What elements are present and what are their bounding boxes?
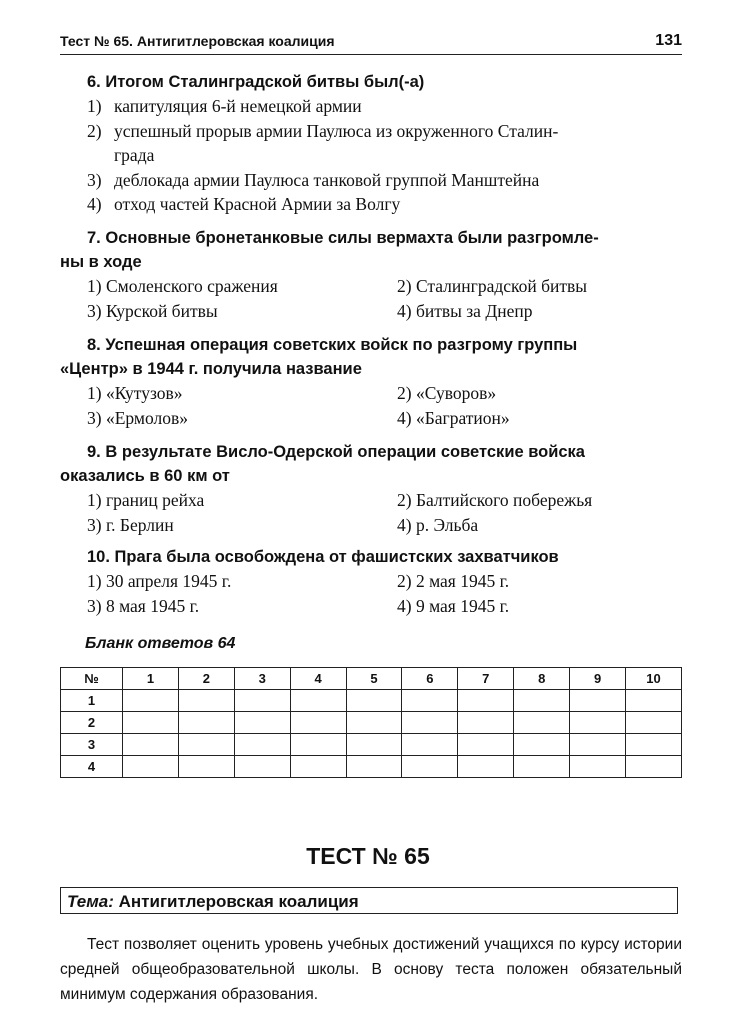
table-row — [61, 712, 682, 734]
question-number: 10. — [87, 548, 110, 566]
column-header: 10 — [626, 668, 682, 690]
answer-cell[interactable] — [570, 690, 626, 712]
option: 1) Смоленского сражения — [87, 276, 278, 296]
option: 2) успешный прорыв армии Паулюса из окруженного Сталин- града — [87, 120, 559, 165]
topic-box — [60, 887, 678, 914]
option: 4) отход частей Красной Армии за Волгу — [87, 194, 401, 214]
answer-cell[interactable] — [178, 734, 234, 756]
answer-cell[interactable] — [346, 756, 402, 778]
row-header: 1 — [61, 690, 123, 712]
question-heading — [60, 333, 682, 357]
answer-cell[interactable] — [402, 756, 458, 778]
option: 4) битвы за Днепр — [397, 300, 533, 321]
topic-text: Антигитлеровская коалиция — [118, 892, 359, 911]
question-number: 9. — [87, 443, 101, 461]
answer-cell[interactable] — [346, 734, 402, 756]
answer-cell[interactable] — [626, 712, 682, 734]
answer-cell[interactable] — [123, 690, 179, 712]
question-9 — [60, 440, 682, 537]
answer-cell[interactable] — [626, 690, 682, 712]
option: 1) границ рейха — [87, 490, 205, 510]
options-grid — [60, 488, 682, 537]
answer-cell[interactable] — [178, 756, 234, 778]
table-row — [61, 690, 682, 712]
answer-cell[interactable] — [290, 690, 346, 712]
answer-cell[interactable] — [570, 756, 626, 778]
option: 4) «Багратион» — [397, 407, 510, 428]
answer-cell[interactable] — [514, 734, 570, 756]
option: 3) 8 мая 1945 г. — [87, 595, 200, 616]
question-6 — [60, 70, 682, 217]
question-number: 7. — [87, 229, 101, 247]
question-heading — [60, 70, 682, 94]
column-header: 4 — [290, 668, 346, 690]
option: 2) «Суворов» — [397, 383, 497, 403]
topic-label: Тема: — [67, 892, 114, 911]
question-number: 6. — [87, 73, 101, 91]
option: 3) г. Берлин — [87, 514, 174, 535]
options-grid — [60, 381, 682, 430]
row-header: 4 — [61, 756, 123, 778]
answer-cell[interactable] — [626, 734, 682, 756]
column-header: № — [61, 668, 123, 690]
answer-sheet-title: Бланк ответов 64 — [85, 635, 236, 652]
column-header: 9 — [570, 668, 626, 690]
header-title: Тест № 65. Антигитлеровская коалиция — [60, 33, 335, 49]
column-header: 2 — [178, 668, 234, 690]
question-text-cont: ны в ходе — [60, 253, 142, 271]
question-text-cont: «Центр» в 1944 г. получила название — [60, 360, 362, 378]
table-row — [61, 756, 682, 778]
option: 1) 30 апреля 1945 г. — [87, 571, 232, 591]
question-text: Основные бронетанковые силы вермахта были разгромле- — [105, 229, 599, 247]
question-heading — [60, 226, 682, 250]
table-row — [61, 734, 682, 756]
option: 2) 2 мая 1945 г. — [397, 571, 510, 591]
answer-cell[interactable] — [234, 690, 290, 712]
question-number: 8. — [87, 336, 101, 354]
answer-cell[interactable] — [290, 756, 346, 778]
answer-cell[interactable] — [178, 712, 234, 734]
answer-cell[interactable] — [123, 734, 179, 756]
question-8 — [60, 333, 682, 430]
answer-table — [60, 667, 682, 778]
row-header: 2 — [61, 712, 123, 734]
option: 1) капитуляция 6-й немецкой армии — [87, 96, 362, 116]
answer-cell[interactable] — [402, 734, 458, 756]
question-text: Прага была освобождена от фашистских захватчиков — [114, 548, 559, 566]
option: 3) деблокада армии Паулюса танковой группой Манштейна — [87, 169, 540, 190]
test-title: ТЕСТ № 65 — [306, 843, 430, 869]
answer-cell[interactable] — [178, 690, 234, 712]
table-header-row — [61, 668, 682, 690]
answer-cell[interactable] — [123, 756, 179, 778]
answer-cell[interactable] — [234, 756, 290, 778]
answer-cell[interactable] — [514, 756, 570, 778]
answer-cell[interactable] — [570, 734, 626, 756]
answer-cell[interactable] — [402, 690, 458, 712]
question-7 — [60, 226, 682, 323]
question-text: Итогом Сталинградской битвы был(-а) — [105, 73, 425, 91]
answer-cell[interactable] — [346, 690, 402, 712]
column-header: 3 — [234, 668, 290, 690]
answer-cell[interactable] — [234, 712, 290, 734]
column-header: 7 — [458, 668, 514, 690]
answer-cell[interactable] — [458, 690, 514, 712]
answer-cell[interactable] — [514, 690, 570, 712]
column-header: 6 — [402, 668, 458, 690]
options-grid — [60, 569, 682, 618]
option: 2) Сталинградской битвы — [397, 276, 588, 296]
options-grid — [60, 274, 682, 323]
answer-cell[interactable] — [458, 712, 514, 734]
question-heading — [60, 440, 682, 464]
question-text: В результате Висло-Одерской операции советские войска — [105, 443, 585, 461]
question-10 — [60, 545, 682, 618]
row-header: 3 — [61, 734, 123, 756]
answer-cell[interactable] — [570, 712, 626, 734]
option: 4) 9 мая 1945 г. — [397, 595, 510, 616]
question-text-cont: оказались в 60 км от — [60, 467, 230, 485]
running-header — [60, 30, 682, 55]
answer-cell[interactable] — [290, 712, 346, 734]
option: 3) Курской битвы — [87, 300, 218, 321]
answer-cell[interactable] — [346, 712, 402, 734]
answer-cell[interactable] — [458, 734, 514, 756]
option: 1) «Кутузов» — [87, 383, 183, 403]
column-header: 8 — [514, 668, 570, 690]
answer-cell[interactable] — [234, 734, 290, 756]
column-header: 1 — [123, 668, 179, 690]
answer-cell[interactable] — [626, 756, 682, 778]
option: 3) «Ермолов» — [87, 407, 188, 428]
question-heading — [60, 545, 682, 569]
answer-cell[interactable] — [123, 712, 179, 734]
option: 4) р. Эльба — [397, 514, 479, 535]
answer-cell[interactable] — [290, 734, 346, 756]
test-description: Тест позволяет оценить уровень учебных достижений учащихся по курсу истории средней общеобразовательной школы. В основу теста положен обязательный минимум содержания образования. — [60, 936, 682, 1003]
answer-cell[interactable] — [514, 712, 570, 734]
column-header: 5 — [346, 668, 402, 690]
page-number: 131 — [655, 32, 682, 49]
question-text: Успешная операция советских войск по разгрому группы — [105, 336, 578, 354]
answer-cell[interactable] — [402, 712, 458, 734]
answer-cell[interactable] — [458, 756, 514, 778]
option: 2) Балтийского побережья — [397, 490, 593, 510]
